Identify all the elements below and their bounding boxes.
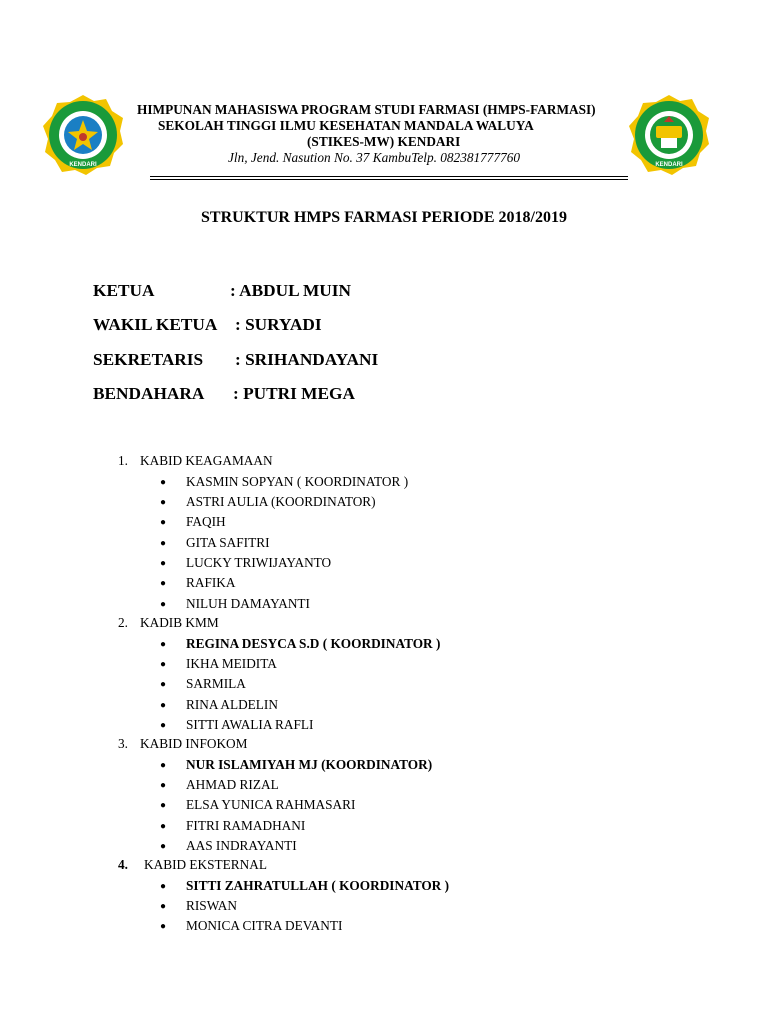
member-name: RAFIKA [186, 575, 236, 590]
member-name: FITRI RAMADHANI [186, 818, 306, 833]
bullet-icon: ● [160, 578, 167, 589]
member-name: SITTI ZAHRATULLAH ( KOORDINATOR ) [186, 878, 450, 893]
list-item [160, 676, 246, 693]
division-name: KABID EKSTERNAL [144, 857, 267, 872]
list-item [160, 636, 440, 653]
list-item [160, 838, 297, 855]
list-item [160, 555, 331, 572]
division-name: KABID INFOKOM [140, 736, 248, 751]
bullet-icon: ● [160, 881, 167, 892]
list-item [160, 918, 342, 935]
division-number: 1. [118, 453, 128, 468]
bullet-icon: ● [160, 901, 167, 912]
member-name: RINA ALDELIN [186, 697, 278, 712]
division-number: 2. [118, 615, 128, 630]
list-item [160, 494, 376, 511]
logo-left-caption: KENDARI [69, 162, 97, 168]
document-title: STRUKTUR HMPS FARMASI PERIODE 2018/2019 [201, 209, 567, 226]
letterhead-line-2: SEKOLAH TINGGI ILMU KESEHATAN MANDALA WALUYA [158, 118, 534, 133]
member-name: RISWAN [186, 898, 237, 913]
list-item [160, 797, 355, 814]
logo-right-caption: KENDARI [655, 162, 683, 168]
member-name: IKHA MEIDITA [186, 656, 277, 671]
list-item [160, 535, 270, 552]
stikes-mw-logo-icon [42, 94, 124, 176]
stikes-mw-emblem-icon [42, 94, 124, 176]
letterhead [0, 0, 768, 185]
member-name: FAQIH [186, 514, 226, 529]
bullet-icon: ● [160, 700, 167, 711]
member-name: ELSA YUNICA RAHMASARI [186, 797, 356, 812]
letterhead-rule-top [150, 176, 628, 177]
division-number: 3. [118, 736, 128, 751]
bullet-icon: ● [160, 800, 167, 811]
officer-bendahara [93, 383, 355, 405]
member-name: GITA SAFITRI [186, 535, 270, 550]
bullet-icon: ● [160, 599, 167, 610]
member-name: SITTI AWALIA RAFLI [186, 717, 314, 732]
officer-title: BENDAHARA [93, 384, 205, 403]
bullet-icon: ● [160, 639, 167, 650]
division-kmm [118, 615, 219, 631]
division-number: 4. [118, 857, 128, 872]
list-item [160, 717, 313, 734]
member-name: LUCKY TRIWIJAYANTO [186, 555, 332, 570]
bullet-icon: ● [160, 821, 167, 832]
bullet-icon: ● [160, 477, 167, 488]
list-item [160, 596, 310, 613]
officer-ketua [93, 280, 351, 302]
officer-name: : SURYADI [235, 315, 322, 334]
division-eksternal [118, 857, 267, 873]
bullet-icon: ● [160, 679, 167, 690]
bullet-icon: ● [160, 841, 167, 852]
list-item [160, 474, 408, 491]
member-name: NILUH DAMAYANTI [186, 596, 310, 611]
list-item [160, 757, 432, 774]
list-item [160, 777, 279, 794]
officer-title: WAKIL KETUA [93, 315, 218, 334]
list-item [160, 656, 277, 673]
officer-title: KETUA [93, 281, 155, 300]
officer-title: SEKRETARIS [93, 350, 204, 369]
hmps-farmasi-logo-icon [628, 94, 710, 176]
officer-name: : PUTRI MEGA [233, 384, 355, 403]
member-name: AAS INDRAYANTI [186, 838, 297, 853]
list-item [160, 818, 305, 835]
member-name: KASMIN SOPYAN ( KOORDINATOR ) [186, 474, 409, 489]
bullet-icon: ● [160, 720, 167, 731]
member-name: ASTRI AULIA (KOORDINATOR) [186, 494, 376, 509]
list-item [160, 514, 226, 531]
member-name: MONICA CITRA DEVANTI [186, 918, 343, 933]
officer-name: : ABDUL MUIN [230, 281, 351, 300]
bullet-icon: ● [160, 921, 167, 932]
list-item [160, 697, 278, 714]
member-name: AHMAD RIZAL [186, 777, 279, 792]
division-keagamaan [118, 453, 273, 469]
member-name: SARMILA [186, 676, 246, 691]
bullet-icon: ● [160, 780, 167, 791]
bullet-icon: ● [160, 659, 167, 670]
letterhead-address: Jln, Jend. Nasution No. 37 KambuTelp. 082381777760 [228, 150, 521, 165]
member-name: REGINA DESYCA S.D ( KOORDINATOR ) [186, 636, 441, 651]
list-item [160, 878, 449, 895]
bullet-icon: ● [160, 517, 167, 528]
division-name: KABID KEAGAMAAN [140, 453, 273, 468]
letterhead-rule-bottom [150, 179, 628, 180]
officer-sekretaris [93, 349, 379, 371]
letterhead-line-3: (STIKES-MW) KENDARI [307, 134, 461, 149]
list-item [160, 575, 236, 592]
list-item [160, 898, 237, 915]
hmps-farmasi-emblem-icon [628, 94, 710, 176]
officer-wakil-ketua [93, 314, 322, 336]
bullet-icon: ● [160, 538, 167, 549]
bullet-icon: ● [160, 558, 167, 569]
letterhead-line-1: HIMPUNAN MAHASISWA PROGRAM STUDI FARMASI (HMPS-FARMASI) [137, 102, 596, 117]
member-name: NUR ISLAMIYAH MJ (KOORDINATOR) [186, 757, 433, 772]
division-infokom [118, 736, 248, 752]
bullet-icon: ● [160, 760, 167, 771]
officer-name: : SRIHANDAYANI [235, 350, 379, 369]
bullet-icon: ● [160, 497, 167, 508]
division-name: KADIB KMM [140, 615, 219, 630]
